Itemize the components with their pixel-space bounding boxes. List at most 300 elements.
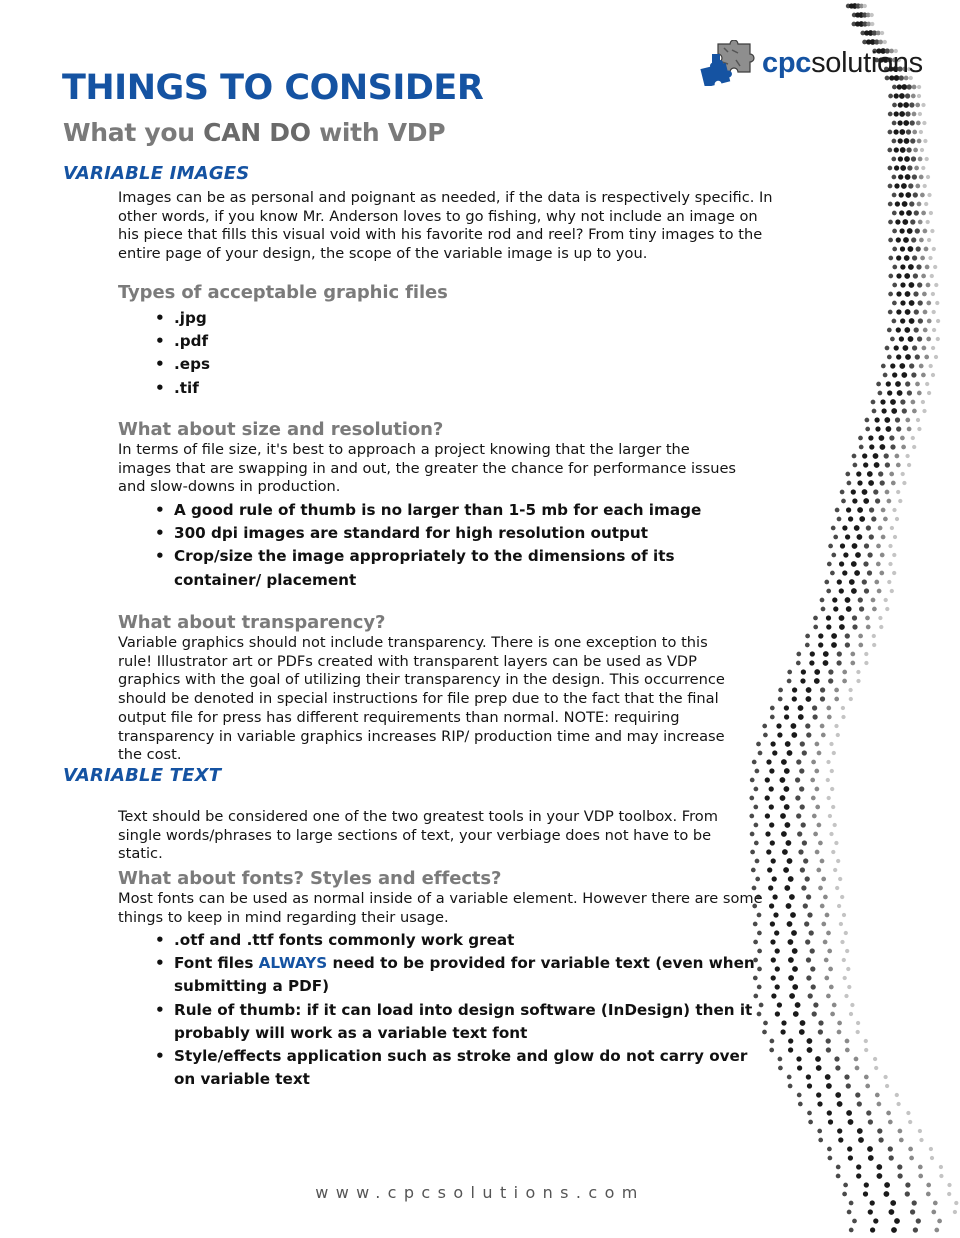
decorative-dot — [812, 1011, 817, 1016]
decorative-dot — [880, 480, 885, 485]
decorative-dot — [792, 984, 798, 990]
decorative-dot — [879, 625, 883, 629]
list-item: • Font files ALWAYS need to be provided for variable text (even when submitting a PDF) — [155, 952, 755, 998]
decorative-dot — [849, 1012, 853, 1016]
decorative-dot — [770, 715, 775, 720]
decorative-dot — [871, 400, 876, 405]
decorative-dot — [888, 256, 893, 261]
decorative-dot — [769, 903, 774, 908]
decorative-dot — [758, 751, 763, 756]
decorative-dot — [757, 1012, 762, 1017]
decorative-dot — [818, 633, 823, 638]
decorative-dot — [787, 750, 793, 756]
decorative-dot — [895, 1093, 899, 1097]
decorative-dot — [755, 877, 760, 882]
decorative-dot — [827, 949, 832, 954]
decorative-dot — [838, 877, 842, 881]
decorative-dot — [899, 192, 904, 197]
decorative-dot — [844, 931, 848, 935]
decorative-dot — [897, 1173, 902, 1178]
decorative-dot — [888, 94, 893, 99]
decorative-dot — [911, 94, 916, 99]
decorative-dot — [900, 246, 905, 251]
decorative-dot — [858, 1137, 864, 1143]
decorative-dot — [842, 670, 847, 675]
decorative-dot — [841, 715, 845, 719]
decorative-dot — [926, 220, 930, 224]
decorative-dot — [757, 967, 762, 972]
decorative-dot — [859, 606, 864, 611]
decorative-dot — [789, 894, 795, 900]
decorative-dot — [793, 1011, 799, 1017]
decorative-dot — [891, 481, 896, 486]
decorative-dot — [855, 552, 861, 558]
decorative-dot — [797, 1065, 802, 1070]
decorative-dot — [837, 904, 841, 908]
decorative-dot — [917, 391, 922, 396]
decorative-dot — [818, 1020, 823, 1025]
decorative-dot — [913, 291, 918, 296]
decorative-dot — [832, 751, 836, 755]
decorative-dot — [908, 246, 914, 252]
decorative-dot — [880, 31, 884, 35]
decorative-dot — [900, 436, 905, 441]
decorative-dot — [856, 679, 860, 683]
decorative-dot — [876, 1164, 882, 1170]
decorative-dot — [750, 778, 755, 783]
decorative-dot — [863, 561, 868, 566]
decorative-dot — [864, 1048, 868, 1052]
decorative-dot — [755, 859, 760, 864]
decorative-dot — [796, 1056, 801, 1061]
decorative-dot — [889, 472, 894, 477]
decorative-dot — [754, 787, 759, 792]
decorative-dot — [749, 814, 754, 819]
decorative-dot — [765, 813, 770, 818]
decorative-dot — [775, 966, 780, 971]
list-item: • .eps — [155, 353, 210, 376]
decorative-dot — [918, 157, 923, 162]
decorative-dot — [895, 454, 900, 459]
decorative-dot — [856, 471, 861, 476]
decorative-dot — [796, 759, 801, 764]
decorative-dot — [923, 139, 927, 143]
decorative-dot — [904, 255, 910, 261]
decorative-dot — [920, 193, 925, 198]
decorative-dot — [875, 1093, 880, 1098]
decorative-dot — [839, 922, 843, 926]
always-emphasis: ALWAYS — [258, 954, 328, 973]
decorative-dot — [837, 1030, 842, 1035]
decorative-dot — [837, 1101, 843, 1107]
decorative-dot — [905, 454, 909, 458]
decorative-dot — [750, 832, 755, 837]
decorative-dot — [857, 480, 862, 485]
decorative-dot — [903, 345, 909, 351]
decorative-dot — [888, 220, 893, 225]
decorative-dot — [880, 553, 885, 558]
decorative-dot — [895, 201, 900, 206]
decorative-dot — [901, 183, 907, 189]
decorative-dot — [929, 211, 933, 215]
decorative-dot — [911, 436, 915, 440]
decorative-dot — [765, 831, 770, 836]
decorative-dot — [771, 975, 776, 980]
decorative-dot — [953, 1210, 957, 1214]
decorative-dot — [878, 616, 882, 620]
decorative-dot — [917, 139, 922, 144]
decorative-dot — [892, 283, 897, 288]
decorative-dot — [899, 111, 905, 117]
decorative-dot — [929, 1147, 933, 1151]
decorative-dot — [892, 211, 897, 216]
size-resolution-heading: What about size and resolution? — [118, 419, 444, 440]
decorative-dot — [827, 562, 832, 567]
decorative-dot — [825, 913, 830, 918]
decorative-dot — [873, 1057, 877, 1061]
decorative-dot — [894, 165, 899, 170]
decorative-dot — [755, 769, 760, 774]
decorative-dot — [868, 1155, 874, 1161]
decorative-dot — [930, 274, 934, 278]
decorative-dot — [876, 562, 881, 567]
decorative-dot — [830, 571, 835, 576]
decorative-dot — [843, 976, 847, 980]
decorative-dot — [899, 129, 905, 135]
decorative-dot — [903, 102, 909, 108]
decorative-dot — [867, 570, 872, 575]
decorative-dot — [824, 976, 829, 981]
decorative-dot — [912, 112, 917, 117]
decorative-dot — [821, 922, 826, 927]
decorative-dot — [845, 633, 850, 638]
decorative-dot — [912, 445, 916, 449]
decorative-dot — [818, 841, 823, 846]
decorative-dot — [805, 939, 810, 944]
decorative-dot — [934, 1228, 939, 1233]
decorative-dot — [857, 1128, 863, 1134]
decorative-dot — [808, 1120, 813, 1125]
decorative-dot — [865, 418, 870, 423]
decorative-dot — [869, 534, 874, 539]
decorative-dot — [894, 183, 899, 188]
decorative-dot — [896, 490, 900, 494]
decorative-dot — [892, 193, 897, 198]
decorative-dot — [784, 786, 790, 792]
decorative-dot — [813, 616, 818, 621]
decorative-dot — [896, 426, 901, 431]
decorative-dot — [762, 1030, 767, 1035]
decorative-dot — [826, 1038, 831, 1043]
decorative-dot — [751, 868, 756, 873]
decorative-dot — [859, 445, 864, 450]
decorative-dot — [869, 444, 874, 449]
decorative-dot — [820, 904, 825, 909]
decorative-dot — [892, 508, 896, 512]
list-item: • A good rule of thumb is no larger than 1-5 mb for each image — [155, 499, 755, 522]
decorative-dot — [845, 597, 851, 603]
decorative-dot — [807, 1111, 812, 1116]
decorative-dot — [835, 1065, 840, 1070]
decorative-dot — [806, 1074, 811, 1079]
fonts-list — [155, 929, 755, 1091]
decorative-dot — [846, 507, 851, 512]
decorative-dot — [854, 570, 860, 576]
decorative-dot — [826, 760, 830, 764]
decorative-dot — [919, 1138, 923, 1142]
decorative-dot — [917, 94, 921, 98]
list-item: • .tif — [155, 377, 210, 400]
decorative-dot — [899, 336, 904, 341]
decorative-dot — [890, 363, 895, 368]
list-item: • .pdf — [155, 330, 210, 353]
decorative-dot — [874, 462, 880, 468]
decorative-dot — [881, 535, 886, 540]
decorative-dot — [759, 1003, 764, 1008]
decorative-dot — [922, 409, 926, 413]
decorative-dot — [845, 1039, 850, 1044]
decorative-dot — [802, 750, 807, 755]
decorative-dot — [921, 373, 926, 378]
decorative-dot — [924, 247, 929, 252]
decorative-dot — [909, 300, 915, 306]
decorative-dot — [781, 759, 787, 765]
decorative-dot — [770, 921, 775, 926]
decorative-dot — [817, 1101, 822, 1106]
decorative-dot — [888, 202, 893, 207]
decorative-dot — [818, 1029, 823, 1034]
decorative-dot — [770, 741, 775, 746]
decorative-dot — [830, 1012, 835, 1017]
decorative-dot — [887, 499, 892, 504]
decorative-dot — [905, 381, 910, 386]
decorative-dot — [788, 975, 794, 981]
decorative-dot — [918, 318, 923, 323]
decorative-dot — [868, 1209, 873, 1214]
decorative-dot — [769, 1048, 774, 1053]
decorative-dot — [876, 382, 881, 387]
decorative-dot — [917, 427, 921, 431]
decorative-dot — [887, 355, 892, 360]
decorative-dot — [782, 849, 788, 855]
decorative-dot — [890, 399, 896, 405]
decorative-dot — [811, 796, 816, 801]
decorative-dot — [824, 580, 829, 585]
decorative-dot — [843, 552, 848, 557]
decorative-dot — [931, 1210, 936, 1215]
decorative-dot — [894, 147, 899, 152]
decorative-dot — [797, 1093, 802, 1098]
decorative-dot — [835, 1092, 841, 1098]
decorative-dot — [865, 1084, 870, 1089]
decorative-dot — [929, 364, 933, 368]
decorative-dot — [914, 327, 919, 332]
decorative-dot — [895, 219, 900, 224]
decorative-dot — [864, 1075, 869, 1080]
decorative-dot — [865, 427, 870, 432]
decorative-dot — [813, 625, 818, 630]
decorative-dot — [802, 840, 807, 845]
decorative-dot — [859, 516, 865, 522]
decorative-dot — [842, 679, 847, 684]
decorative-dot — [874, 417, 879, 422]
decorative-dot — [844, 994, 848, 998]
decorative-dot — [873, 489, 878, 494]
decorative-dot — [803, 858, 808, 863]
decorative-dot — [798, 714, 804, 720]
decorative-dot — [870, 22, 874, 26]
decorative-dot — [836, 1165, 841, 1170]
decorative-dot — [918, 300, 923, 305]
decorative-dot — [757, 985, 762, 990]
decorative-dot — [839, 615, 845, 621]
decorative-dot — [765, 777, 770, 782]
decorative-dot — [915, 103, 920, 108]
decorative-dot — [808, 993, 813, 998]
decorative-dot — [885, 607, 889, 611]
decorative-dot — [815, 805, 820, 810]
decorative-dot — [899, 1138, 904, 1143]
decorative-dot — [857, 1101, 862, 1106]
decorative-dot — [899, 93, 905, 99]
decorative-dot — [864, 661, 868, 665]
decorative-dot — [896, 309, 901, 314]
decorative-dot — [921, 211, 926, 216]
decorative-dot — [921, 103, 925, 107]
decorative-dot — [895, 381, 901, 387]
decorative-dot — [798, 705, 804, 711]
decorative-dot — [907, 228, 913, 234]
decorative-dot — [842, 913, 846, 917]
decorative-dot — [877, 589, 882, 594]
decorative-dot — [817, 1129, 822, 1134]
decorative-dot — [818, 642, 823, 647]
decorative-dot — [771, 993, 776, 998]
variable-text-heading: VARIABLE TEXT — [63, 765, 222, 786]
decorative-dot — [896, 255, 901, 260]
decorative-dot — [753, 805, 758, 810]
decorative-dot — [900, 165, 906, 171]
decorative-dot — [927, 319, 932, 324]
decorative-dot — [875, 498, 880, 503]
decorative-dot — [914, 210, 919, 215]
decorative-dot — [778, 1057, 783, 1062]
decorative-dot — [832, 1003, 837, 1008]
decorative-dot — [852, 543, 858, 549]
decorative-dot — [912, 255, 917, 260]
decorative-dot — [846, 1110, 852, 1116]
decorative-dot — [799, 786, 804, 791]
decorative-dot — [788, 1038, 793, 1043]
decorative-dot — [807, 1047, 813, 1053]
decorative-dot — [921, 166, 925, 170]
decorative-dot — [852, 1219, 857, 1224]
decorative-dot — [828, 1119, 833, 1124]
cpc-solutions-logo — [700, 40, 923, 86]
decorative-dot — [814, 678, 820, 684]
decorative-dot — [788, 1084, 793, 1089]
decorative-dot — [820, 859, 825, 864]
decorative-dot — [783, 867, 789, 873]
decorative-dot — [872, 634, 876, 638]
decorative-dot — [905, 192, 911, 198]
decorative-dot — [918, 1174, 923, 1179]
decorative-dot — [820, 598, 825, 603]
decorative-dot — [840, 543, 845, 548]
decorative-dot — [842, 570, 847, 575]
decorative-dot — [932, 247, 936, 251]
decorative-dot — [801, 822, 806, 827]
decorative-dot — [848, 1155, 853, 1160]
decorative-dot — [888, 166, 893, 171]
decorative-dot — [927, 193, 931, 197]
decorative-dot — [771, 858, 776, 863]
decorative-dot — [926, 337, 931, 342]
decorative-dot — [847, 1146, 852, 1151]
decorative-dot — [787, 670, 792, 675]
decorative-dot — [874, 1066, 878, 1070]
decorative-dot — [749, 796, 754, 801]
decorative-dot — [915, 382, 920, 387]
decorative-dot — [852, 454, 857, 459]
decorative-dot — [885, 1084, 889, 1088]
decorative-dot — [777, 1002, 782, 1007]
decorative-dot — [906, 210, 912, 216]
decorative-dot — [834, 841, 838, 845]
decorative-dot — [792, 966, 798, 972]
decorative-dot — [892, 571, 896, 575]
decorative-dot — [923, 310, 928, 315]
decorative-dot — [848, 516, 853, 521]
decorative-dot — [795, 1002, 801, 1008]
decorative-dot — [773, 912, 778, 917]
decorative-dot — [845, 472, 850, 477]
fonts-text: Most fonts can be used as normal inside of a variable element. However there are some things to keep in mind regarding their usage. — [118, 890, 763, 926]
decorative-dot — [883, 373, 888, 378]
decorative-dot — [833, 606, 838, 611]
decorative-dot — [864, 588, 869, 593]
decorative-dot — [898, 156, 903, 161]
decorative-dot — [817, 823, 822, 828]
decorative-dot — [799, 1029, 805, 1035]
decorative-dot — [851, 561, 857, 567]
decorative-dot — [904, 156, 910, 162]
decorative-dot — [920, 256, 925, 261]
decorative-dot — [925, 157, 929, 161]
decorative-dot — [784, 768, 790, 774]
decorative-dot — [936, 337, 940, 341]
decorative-dot — [788, 1047, 793, 1052]
decorative-dot — [888, 112, 893, 117]
decorative-dot — [771, 957, 776, 962]
decorative-dot — [909, 363, 914, 368]
decorative-dot — [765, 795, 770, 800]
decorative-dot — [916, 246, 921, 251]
decorative-dot — [911, 400, 916, 405]
decorative-dot — [905, 309, 911, 315]
decorative-dot — [752, 760, 757, 765]
decorative-dot — [911, 372, 916, 377]
decorative-dot — [906, 1111, 910, 1115]
decorative-dot — [900, 147, 906, 153]
decorative-dot — [892, 229, 897, 234]
decorative-dot — [805, 643, 810, 648]
decorative-dot — [883, 1075, 887, 1079]
decorative-dot — [905, 354, 911, 360]
decorative-dot — [807, 912, 812, 917]
decorative-dot — [900, 318, 905, 323]
decorative-dot — [827, 1147, 832, 1152]
